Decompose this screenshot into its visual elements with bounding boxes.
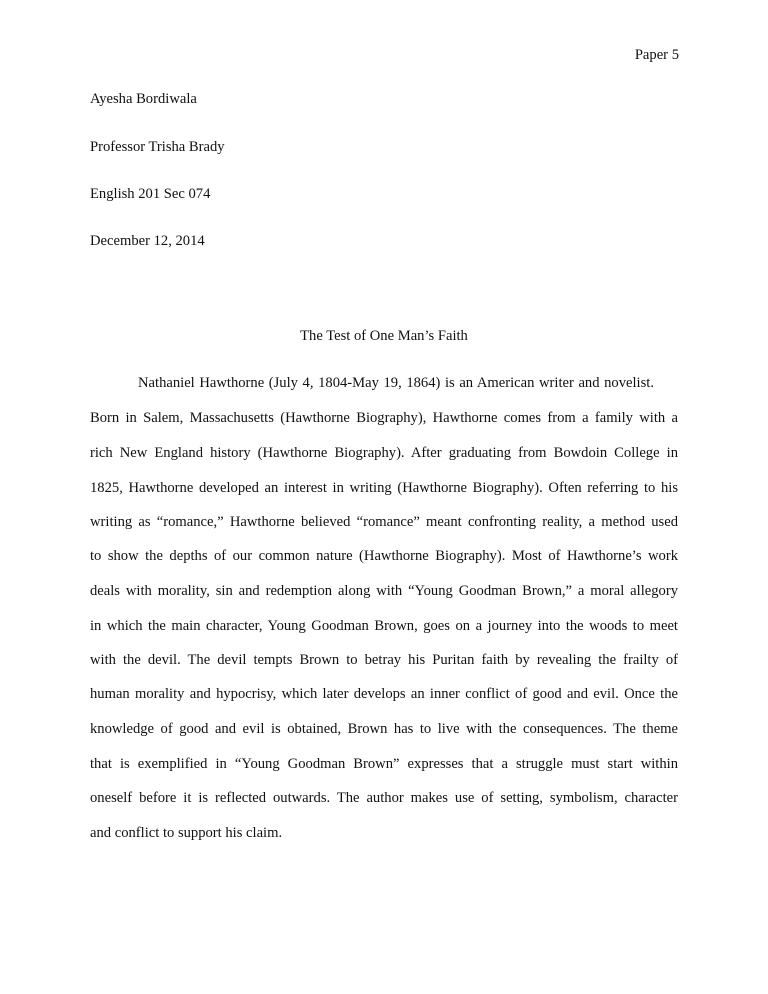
paragraph-line: deals with morality, sin and redemption along with “Young Goodman Brown,” a moral allegory [90,583,678,599]
paragraph-line: in which the main character, Young Goodman Brown, goes on a journey into the woods to meet [90,618,678,634]
paper-title: The Test of One Man’s Faith [300,328,468,344]
paragraph-line: writing as “romance,” Hawthorne believed “romance” meant confronting reality, a method used [90,514,678,530]
paper-date: December 12, 2014 [90,233,205,249]
paragraph-line: human morality and hypocrisy, which later develops an inner conflict of good and evil. Once the [90,686,678,702]
professor-name: Professor Trisha Brady [90,139,225,155]
paragraph-line: Born in Salem, Massachusetts (Hawthorne Biography), Hawthorne comes from a family with a [90,410,678,426]
course-name: English 201 Sec 074 [90,186,211,202]
paragraph-line: to show the depths of our common nature (Hawthorne Biography). Most of Hawthorne’s work [90,548,678,564]
paragraph-line: knowledge of good and evil is obtained, Brown has to live with the consequences. The theme [90,721,678,737]
paragraph-line: that is exemplified in “Young Goodman Brown” expresses that a struggle must start within [90,756,678,772]
running-header-page-label: Paper 5 [634,47,679,63]
paragraph-line: Nathaniel Hawthorne (July 4, 1804-May 19, 1864) is an American writer and novelist. [138,375,654,391]
paragraph-line: with the devil. The devil tempts Brown to betray his Puritan faith by revealing the frailty of [90,652,678,668]
paragraph-line: and conflict to support his claim. [90,825,283,841]
author-name: Ayesha Bordiwala [90,91,197,107]
paragraph-line: 1825, Hawthorne developed an interest in writing (Hawthorne Biography). Often referring to his [90,480,678,496]
paragraph-line: rich New England history (Hawthorne Biography). After graduating from Bowdoin College in [90,445,678,461]
paragraph-line: oneself before it is reflected outwards. The author makes use of setting, symbolism, character [90,790,678,806]
